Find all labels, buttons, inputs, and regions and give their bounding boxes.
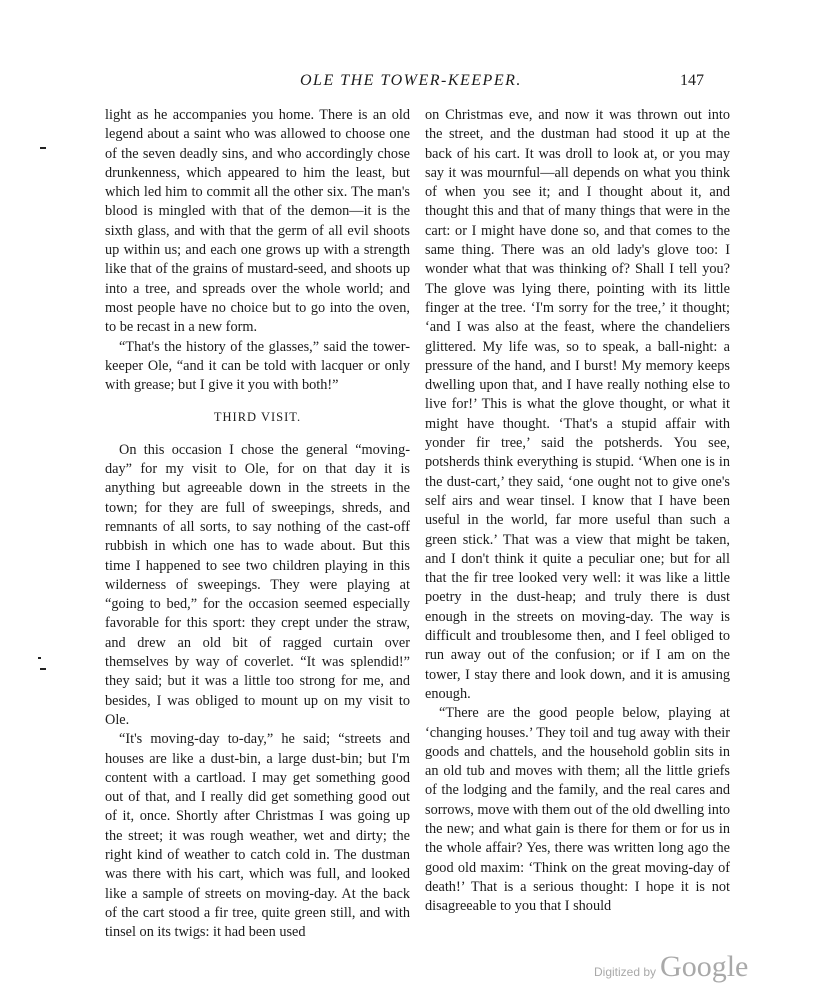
margin-mark [40,147,46,149]
page-number: 147 [680,72,704,89]
margin-mark [40,668,46,670]
section-heading: THIRD VISIT. [213,410,302,425]
digitized-watermark [594,950,748,984]
paragraph: “It's moving-day to-day,” he said; “streets and houses are like a dust-bin, a large dust-bin; but I'm content with a cartload. I may get something good out of that, and I really did get something good out of it, once. Shortly after Christmas I was going up the street; it was rough weather, wet and dirty; the right kind of weather to catch cold in. The dustman was there with his cart, which was full, and looked like a sample of streets on moving-day. At the back of the cart stood a fir tree, quite green still, and with tinsel on its twigs: it had been used [105,731,410,941]
paragraph: on Christmas eve, and now it was thrown out into the street, and the dustman had stood it up at the back of his cart. It was droll to look at, or you may say it was mournful—all depends on what you think of when you see it; and I thought about it, and thought this and that of many things that were in the cart: or I might have done so, and that comes to the same thing. There was an old lady's glove too: I wonder what that was thinking of? Shall I tell you? The glove was lying there, pointing with its little finger at the tree. ‘I'm sorry for the tree,’ it thought; ‘and I was also at the feast, where the chandeliers glittered. My life was, so to speak, a ball-night: a pressure of the hand, and I burst! My memory keeps dwelling upon that, and I have really nothing else to live for!’ This is what the glove thought, or what it might have thought. ‘That's a stupid affair with yonder fir tree,’ said the potsherds. You see, potsherds think everything is stupid. ‘When one is in the dust-cart,’ they said, ‘one ought not to give one's self airs and wear tinsel. I know that I have been useful in the world, far more useful than such a green stick.’ That was a view that might be taken, and I don't think it quite a peculiar one; but for all that the fir tree looked very well: it was like a little poetry in the dust-heap; and truly there is dust enough in the streets on moving-day. The way is difficult and troublesome then, and I feel obliged to run away out of the confusion; or if I am on the tower, I stay there and look down, and it is amusing enough. [425,107,730,702]
paragraph: “That's the history of the glasses,” said the tower-keeper Ole, “and it can be told with lacquer or only with grease; but I give it you with both!” [105,338,410,394]
google-logo: Google [660,950,749,983]
right-column [425,106,730,916]
paragraph: “There are the good people below, playing at ‘changing houses.’ They toil and tug away with their goods and chattels, and the household goblin sits in an old tub and moves with them; all the little griefs of the lodging and the family, and the real cares and sorrows, move with them out of the old dwelling into the new; and what gain is there for them or for us in the whole affair? Yes, there was written long ago the good old maxim: ‘Think on the great moving-day of death!’ That is a serious thought: I hope it is not disagreeable to you that I should [425,705,730,915]
page-header [0,72,832,98]
digitized-by-text: Digitized by [594,965,657,979]
paragraph: light as he accompanies you home. There is an old legend about a saint who was allowed to choose one of the seven deadly sins, and who accordingly chose drunkenness, which appeared to him the least, but which led him to commit all the other six. The man's blood is mingled with that of the demon—it is the sixth glass, and with that the germ of all evil shoots up within us; and each one grows up with a strength like that of the grains of mustard-seed, and shoots up into a tree, and spreads over the whole world; and most people have no choice but to go into the oven, to be recast in a new form. [105,107,410,336]
paragraph: On this occasion I chose the general “moving-day” for my visit to Ole, for on that day it is anything but agreeable down in the streets in the town; for they are full of sweepings, shreds, and remnants of all sorts, to say nothing of the cast-off rubbish in which one has to wade about. But this time I happened to see two children playing in this wilderness of sweepings. They were playing at “going to bed,” for the occasion seemed especially favorable for this sport: they crept under the straw, and drew an old bit of ragged curtain over themselves by way of coverlet. “It was splendid!” they said; but it was a little too strong for me, and besides, I was obliged to mount up on my visit to Ole. [105,441,410,728]
running-title: OLE THE TOWER-KEEPER. [300,72,522,89]
margin-mark [38,657,41,659]
left-column [105,106,410,942]
